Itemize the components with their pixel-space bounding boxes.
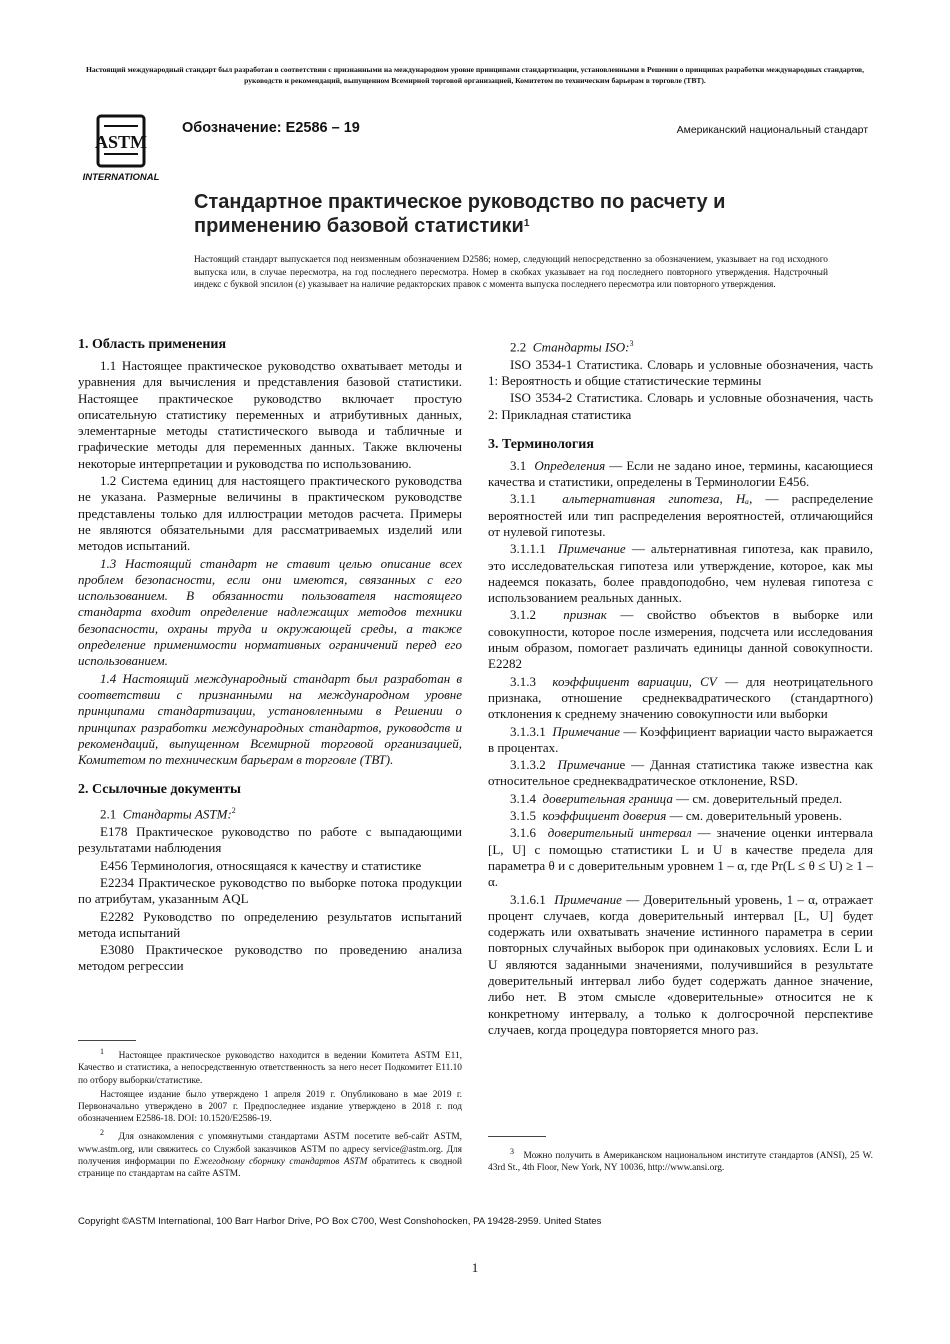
para-1-2: 1.2 Система единиц для настоящего практического руководства не указана. Размерные величины в практическом руководстве представлены только для иллюстрации методов расчета. Примеры не являются обязательными для рассматриваемых изделий или методов испытаний. bbox=[78, 473, 462, 554]
title-footnote-mark: 1 bbox=[523, 218, 530, 229]
term-3-1-1-1: 3.1.1.1 Примечание — альтернативная гипотеза, как правило, это исследовательская гипотеза или утверждение, которое, как мы надеемся показать, более правдоподобно, чем нулевая гипотеза с использованием реальных данных. bbox=[488, 541, 874, 606]
ref-e178: E178 Практическое руководство по работе с выпадающими результатами наблюдения bbox=[78, 824, 462, 856]
term-3-1-4: 3.1.4 доверительная граница — см. доверительный предел. bbox=[510, 790, 843, 806]
term-3-1-6: 3.1.6 доверительный интервал — значение оценки интервала [L, U] с помощью статистики L и U в качестве предела для параметра θ и с доверительным уровнем 1 – α, где Pr(L ≤ θ ≤ U) ≥ 1 – α. bbox=[488, 825, 873, 890]
term-3-1-5: 3.1.5 коэффициент доверия — см. доверительный уровень. bbox=[510, 808, 842, 824]
ref-e456: E456 Терминология, относящаяся к качеству и статистике bbox=[100, 857, 422, 873]
section-1-heading: 1. Область применения bbox=[78, 337, 227, 352]
astm-logo bbox=[80, 112, 162, 184]
term-3-1: 3.1 Определения — Если не задано иное, термины, касающиеся качества и статистики, определены в Терминологии E456. bbox=[488, 457, 873, 490]
footnote-3: $^3$ Можно получить в Американском национальном институте стандартов (ANSI), 25 W. 43rd St., 4th Floor, New York, NY 10036, http://www.ansi.org. bbox=[488, 1147, 873, 1174]
ref-e2282: E2282 Руководство по определению результатов испытаний метода испытаний bbox=[78, 908, 462, 940]
page-number: 1 bbox=[471, 1260, 479, 1275]
document-title: Стандартное практическое руководство по расчету и применению базовой статистики$^1$ bbox=[194, 191, 726, 237]
para-1-1: 1.1 Настоящее практическое руководство охватывает методы и уравнения для вычисления и представления базовой статистики. Настоящее практическое руководство включает простую описательную статистику переменных и атрибутивных данных, элементарные методы статистического вывода и табличные и графические методы для переменных данных. Также включены некоторые интерпретации и руководства по использованию. bbox=[78, 358, 462, 471]
section-2-heading: 2. Ссылочные документы bbox=[78, 782, 241, 798]
ref-e2234: E2234 Практическое руководство по выборке потока продукции по атрибутам, указанным AQL bbox=[78, 874, 462, 907]
term-3-1-1: 3.1.1 альтернативная гипотеза, Hₐ, — распределение вероятностей или тип распределения вероятностей, отличающийся от нулевой гипотезы. bbox=[488, 491, 873, 539]
footnotes-left bbox=[78, 1046, 462, 1182]
footnote-rule-right bbox=[488, 1136, 546, 1137]
ref-e3080: E3080 Практическое руководство по проведению анализа методом регрессии bbox=[78, 942, 462, 974]
logo-text-bottom: INTERNATIONAL bbox=[82, 172, 160, 183]
term-3-1-2: 3.1.2 признак — свойство объектов в выборке или совокупности, которое после измерения, подсчета или исследования иным образом, помогает различать единицы данной совокупности. E2282 bbox=[488, 607, 873, 672]
designation: Обозначение: E2586 – 19 bbox=[182, 120, 360, 136]
ref-iso-3534-1: ISO 3534-1 Статистика. Словарь и условные обозначения, часть 1: Вероятность и общие статистические термины bbox=[488, 356, 873, 388]
international-standard-notice: Настоящий международный стандарт был разработан в соответствии с признанными на международном уровне принципами стандартизации, установленными в Решении о принципах разработки международных стандартов, руководств и рекомендаций, выпущенном Всемирной торговой организацией, Комитетом по техническим барьерам в торговле (ТВТ). bbox=[85, 65, 865, 85]
term-3-1-6-1: 3.1.6.1 Примечание — Доверительный уровень, 1 – α, отражает процент случаев, когда доверительный интервал [L, U] будет содержать или охватывать значение истинного параметра в серии повторных случайных выборок при одинаковых условиях. Если L и U являются заданными значениями, получившийся в результате доверительный интервал либо будет содержать данное значение, либо нет. В этом смысле «доверительные» относится не к конкретному интервалу, а только к долгосрочной перспективе случаев, когда процедура повторяется много раз. bbox=[488, 891, 874, 1037]
astm-logo-icon bbox=[80, 112, 162, 184]
american-national-standard: Американский национальный стандарт bbox=[676, 124, 868, 136]
term-3-1-3-2: 3.1.3.2 Примечание — Данная статистика также известна как относительное среднеквадратическое отклонение, RSD. bbox=[488, 757, 873, 789]
term-3-1-3: 3.1.3 коэффициент вариации, CV — для неотрицательного признака, отношение среднеквадратического (стандартного) отклонения к среднему значению совокупности или выборки bbox=[488, 673, 873, 722]
footnote-1: $^1$ Настоящее практическое руководство находится в ведении Комитета ASTM E11, Качество и статистика, а непосредственную ответственность за него несет Подкомитет E11.10 по отбору выборки/статистике. bbox=[78, 1047, 462, 1086]
right-column bbox=[488, 336, 873, 1039]
para-2-1: 2.1 Стандарты ASTM:$^2$ bbox=[100, 806, 236, 822]
footnote-2: $^2$ Для ознакомления с упомянутыми стандартами ASTM посетите веб-сайт ASTM, www.astm.org, или свяжитесь со Службой заказчиков ASTM по адресу service@astm.org. Для получения информации по Ежегодному сборнику стандартов ASTM обратитесь к сводной странице по стандартам на сайте ASTM. bbox=[78, 1128, 463, 1180]
logo-text-top: ASTM bbox=[94, 132, 148, 152]
para-1-3: 1.3 Настоящий стандарт не ставит целью описание всех проблем безопасности, если они имеются, связанных с его использованием. В обязанности пользователя настоящего стандарта входит определение надлежащих методов техники безопасности, охраны труда и окружающей среды, а также определение применимости нормативных ограничений перед его использованием. bbox=[78, 555, 462, 669]
para-2-2: 2.2 Стандарты ISO:$^3$ bbox=[510, 339, 634, 355]
section-3-heading: 3. Терминология bbox=[488, 436, 594, 452]
left-column bbox=[78, 336, 462, 976]
footnote-rule-left bbox=[78, 1040, 136, 1041]
copyright: Copyright ©ASTM International, 100 Barr Harbor Drive, PO Box C700, West Conshohocken, PA 19428-2959. United States bbox=[78, 1216, 602, 1227]
footnotes-right bbox=[488, 1146, 873, 1177]
footnote-1-edition: Настоящее издание было утверждено 1 апреля 2019 г. Опубликовано в мае 2019 г. Первоначально утверждено в 2007 г. Предпоследнее издание утверждено в 2018 г. под обозначением E2586-18. DOI: 10.1520/E2586-19. bbox=[78, 1089, 462, 1125]
term-3-1-3-1: 3.1.3.1 Примечание — Коэффициент вариации часто выражается в процентах. bbox=[488, 723, 873, 755]
preamble: Настоящий стандарт выпускается под неизменным обозначением D2586; номер, следующий непосредственно за обозначением, указывает на год исходного выпуска или, в случае пересмотра, на год последнего пересмотра. Номер в скобках указывает на год последнего повторного утверждения. Надстрочный индекс с буквой эпсилон (ε) указывает на наличие редакторских правок с момента выпуска последнего пересмотра или повторного утверждения. bbox=[194, 255, 828, 291]
ref-iso-3534-2: ISO 3534-2 Статистика. Словарь и условные обозначения, часть 2: Прикладная статистика bbox=[488, 390, 873, 422]
para-1-4: 1.4 Настоящий международный стандарт был разработан в соответствии с признанными на международном уровне принципами стандартизации, установленными в Решении о принципах разработки международных стандартов, руководств и рекомендаций, выпущенном Всемирной торговой организацией, Комитетом по техническим барьерам в торговле (ТВТ). bbox=[78, 670, 462, 768]
